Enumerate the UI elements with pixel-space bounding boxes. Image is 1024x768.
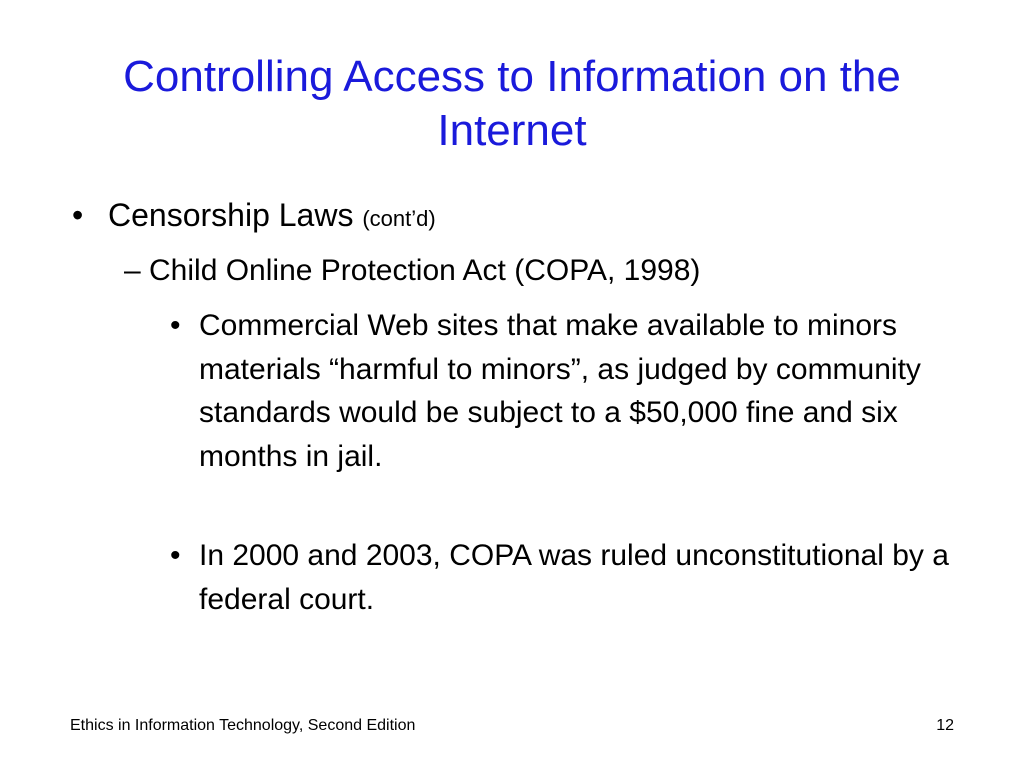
point-marker: • — [170, 309, 181, 342]
bullet-marker: • — [72, 197, 84, 233]
point-commercial-web-sites — [170, 304, 960, 478]
point-text: In 2000 and 2003, COPA was ruled unconstitutional by a federal court. — [199, 539, 949, 616]
footer-page-number: 12 — [936, 717, 954, 734]
bullet-text: Censorship Laws — [108, 197, 354, 233]
bullet-censorship-laws — [72, 195, 436, 239]
footer-source: Ethics in Information Technology, Second Edition — [70, 717, 416, 734]
point-text: Commercial Web sites that make available to minors materials “harmful to minors”, as judged by community standards would be subject to a $50,000 fine and six months in jail. — [199, 309, 921, 473]
sub-bullet-copa: – Child Online Protection Act (COPA, 1998) — [124, 254, 701, 287]
point-ruled-unconstitutional — [170, 534, 960, 621]
slide-title: Controlling Access to Information on the Internet — [123, 52, 901, 155]
point-marker: • — [170, 539, 181, 572]
bullet-note: (cont’d) — [362, 206, 436, 231]
